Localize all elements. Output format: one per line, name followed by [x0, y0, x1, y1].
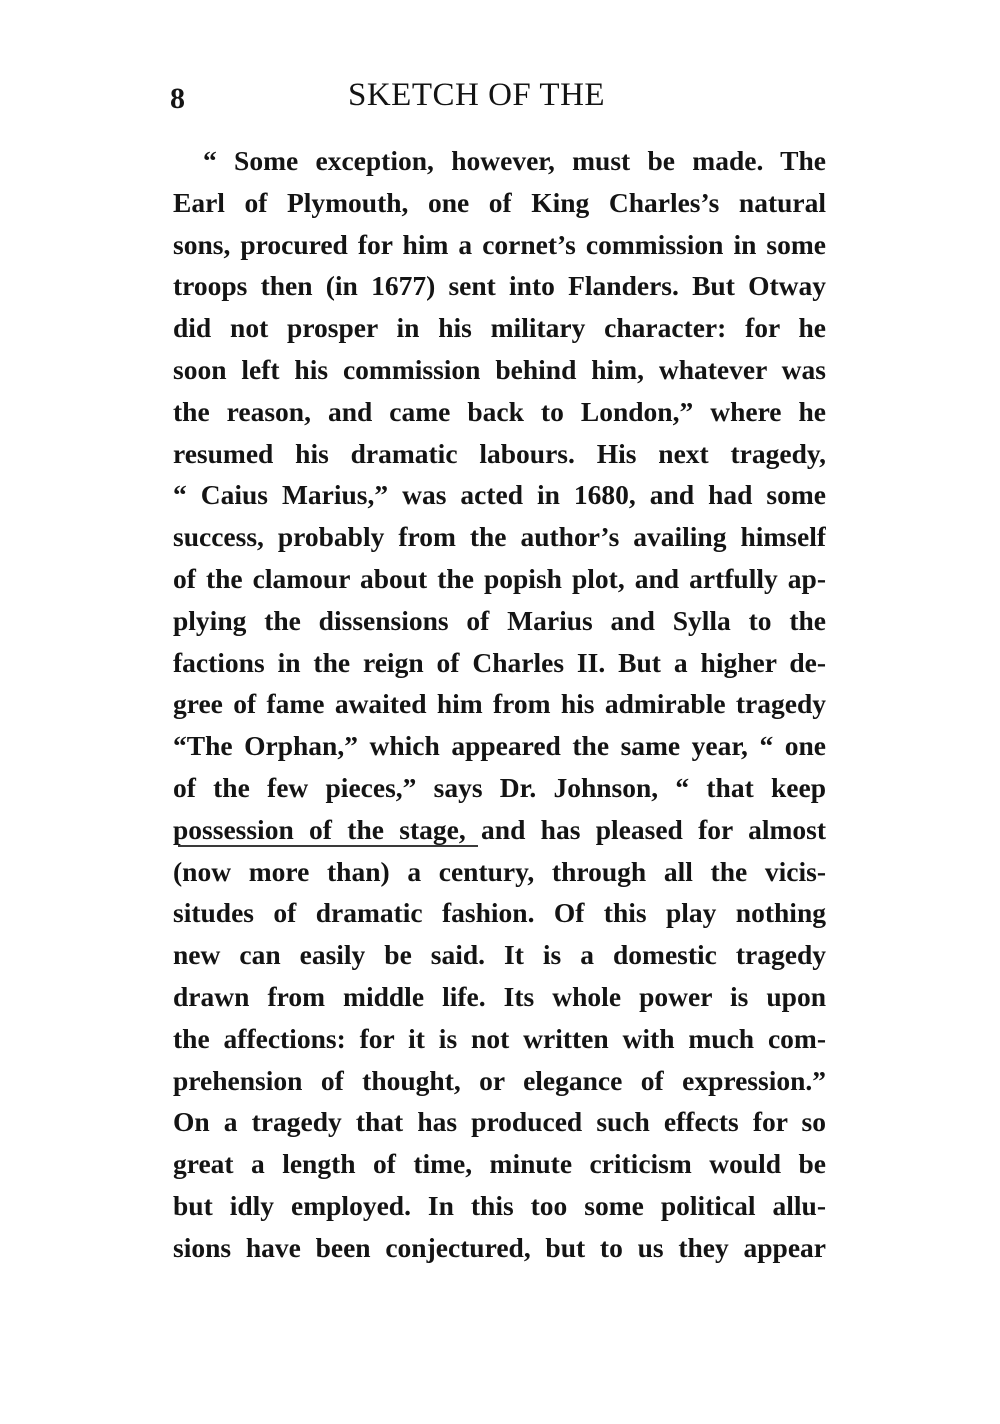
text-line: success, probably from the author’s availing himself	[173, 521, 826, 553]
text-line: soon left his commission behind him, whatever was	[173, 353, 826, 385]
text-line: great a length of time, minute criticism would be	[173, 1148, 826, 1180]
text-line: plying the dissensions of Marius and Sylla to the	[173, 604, 826, 636]
text-line: “ Some exception, however, must be made. The	[203, 145, 826, 176]
pen-underline-mark	[178, 845, 478, 847]
text-line: troops then (in 1677) sent into Flanders. But Otway	[173, 270, 826, 302]
text-line: did not prosper in his military character: for he	[173, 312, 826, 344]
text-line: but idly employed. In this too some political allu-	[173, 1189, 826, 1221]
text-line: On a tragedy that has produced such effects for so	[173, 1106, 826, 1138]
text-line: factions in the reign of Charles II. But a higher de-	[173, 646, 826, 678]
text-line: gree of fame awaited him from his admirable tragedy	[173, 688, 826, 720]
text-line: the affections: for it is not written with much com-	[173, 1022, 826, 1054]
text-line: Earl of Plymouth, one of King Charles’s natural	[173, 186, 826, 218]
body-text	[173, 140, 826, 1269]
text-line: drawn from middle life. Its whole power is upon	[173, 980, 826, 1012]
text-line: resumed his dramatic labours. His next tragedy,	[173, 437, 826, 469]
text-line: of the few pieces,” says Dr. Johnson, “ that keep	[173, 771, 826, 803]
text-line: sons, procured for him a cornet’s commission in some	[173, 228, 826, 260]
text-line: situdes of dramatic fashion. Of this play nothing	[173, 897, 826, 929]
text-line: of the clamour about the popish plot, and artfully ap-	[173, 562, 826, 594]
text-line: “The Orphan,” which appeared the same year, “ one	[173, 730, 826, 762]
running-head: SKETCH OF THE	[348, 77, 606, 113]
text-line: the reason, and came back to London,” where he	[173, 395, 826, 427]
text-line: sions have been conjectured, but to us they appear	[173, 1231, 826, 1263]
text-line: prehension of thought, or elegance of expression.”	[173, 1064, 826, 1096]
text-line: “ Caius Marius,” was acted in 1680, and had some	[173, 479, 826, 511]
text-line: (now more than) a century, through all the vicis-	[173, 855, 826, 887]
page-number: 8	[170, 82, 185, 115]
text-line: possession of the stage, and has pleased for almost	[173, 813, 826, 845]
text-line: new can easily be said. It is a domestic tragedy	[173, 939, 826, 971]
